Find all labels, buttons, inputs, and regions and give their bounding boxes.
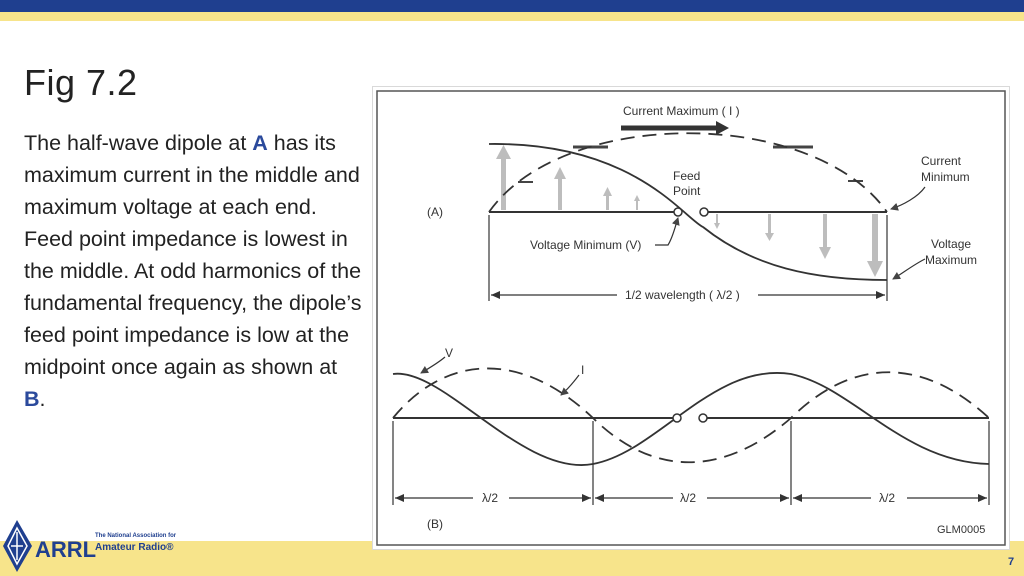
- i-label: I: [581, 363, 585, 377]
- dipole-figure: [373, 87, 1009, 549]
- page-number: 7: [1008, 556, 1015, 568]
- current-max-label: Current Maximum ( I ): [623, 104, 740, 118]
- figure-code: GLM0005: [937, 524, 986, 536]
- voltage-max-leader: [893, 259, 925, 279]
- body-text-part-1: The half-wave dipole at: [24, 131, 253, 155]
- dim-seg1-arrow-l: [395, 494, 404, 502]
- feed-point-right-a: [700, 208, 708, 216]
- dim-seg3-arrow-r: [978, 494, 987, 502]
- panel-b-label: (B): [427, 517, 443, 531]
- top-bar-yellow: [0, 12, 1024, 21]
- lambda-half-3: λ/2: [879, 491, 896, 505]
- lambda-half-1: λ/2: [482, 491, 499, 505]
- dim-seg2-arrow-l: [595, 494, 604, 502]
- current-min-label-2: Minimum: [921, 170, 970, 184]
- voltage-arrows: [714, 214, 883, 277]
- dim-seg2-arrow-r: [780, 494, 789, 502]
- dim-seg3-arrow-l: [793, 494, 802, 502]
- current-wave-b: [393, 368, 989, 462]
- dipole-diagram-svg: [373, 87, 1009, 549]
- half-wavelength-label: 1/2 wavelength ( λ/2 ): [625, 288, 740, 302]
- lambda-half-2: λ/2: [680, 491, 697, 505]
- panel-a-label: (A): [427, 205, 443, 219]
- arrl-tagline-2: Amateur Radio®: [95, 542, 174, 553]
- dim-arrowhead-left-a: [491, 291, 500, 299]
- feed-point-left-b: [673, 414, 681, 422]
- feed-point-label-1: Feed: [673, 169, 701, 183]
- top-bar-blue: [0, 0, 1024, 12]
- highlight-b: B: [24, 387, 40, 411]
- voltage-min-label: Voltage Minimum (V): [530, 238, 642, 252]
- body-text: [24, 127, 364, 415]
- figure-frame: [377, 91, 1005, 545]
- voltage-max-label-1: Voltage: [931, 237, 972, 251]
- v-leader: [421, 357, 445, 373]
- feed-point-label-2: Point: [673, 184, 701, 198]
- highlight-a: A: [252, 131, 268, 155]
- feed-point-left-a: [674, 208, 682, 216]
- i-leader: [561, 375, 579, 395]
- voltage-max-label-2: Maximum: [925, 253, 978, 267]
- voltage-min-leader: [655, 218, 678, 245]
- current-min-label-1: Current: [921, 154, 962, 168]
- current-max-arrowhead: [716, 121, 729, 135]
- body-text-part-3: .: [39, 387, 46, 411]
- feed-point-right-b: [699, 414, 707, 422]
- dim-arrowhead-right-a: [876, 291, 885, 299]
- arrl-wordmark: ARRL: [35, 537, 97, 562]
- slide-title: Fig 7.2: [24, 62, 138, 103]
- dim-seg1-arrow-r: [582, 494, 591, 502]
- current-min-leader: [891, 187, 925, 209]
- arrl-logo: [2, 518, 182, 574]
- body-text-part-2: has its maximum current in the middle and maximum voltage at each end. Feed point impedance is lowest in the middle. At odd harmonics of the fundamental frequency, the dipole’s feed point impedance is low at the midpoint once again as shown at: [24, 131, 362, 379]
- v-label: V: [445, 346, 454, 360]
- arrl-diamond-icon: [2, 518, 36, 574]
- arrl-tagline-1: The National Association for: [95, 533, 177, 539]
